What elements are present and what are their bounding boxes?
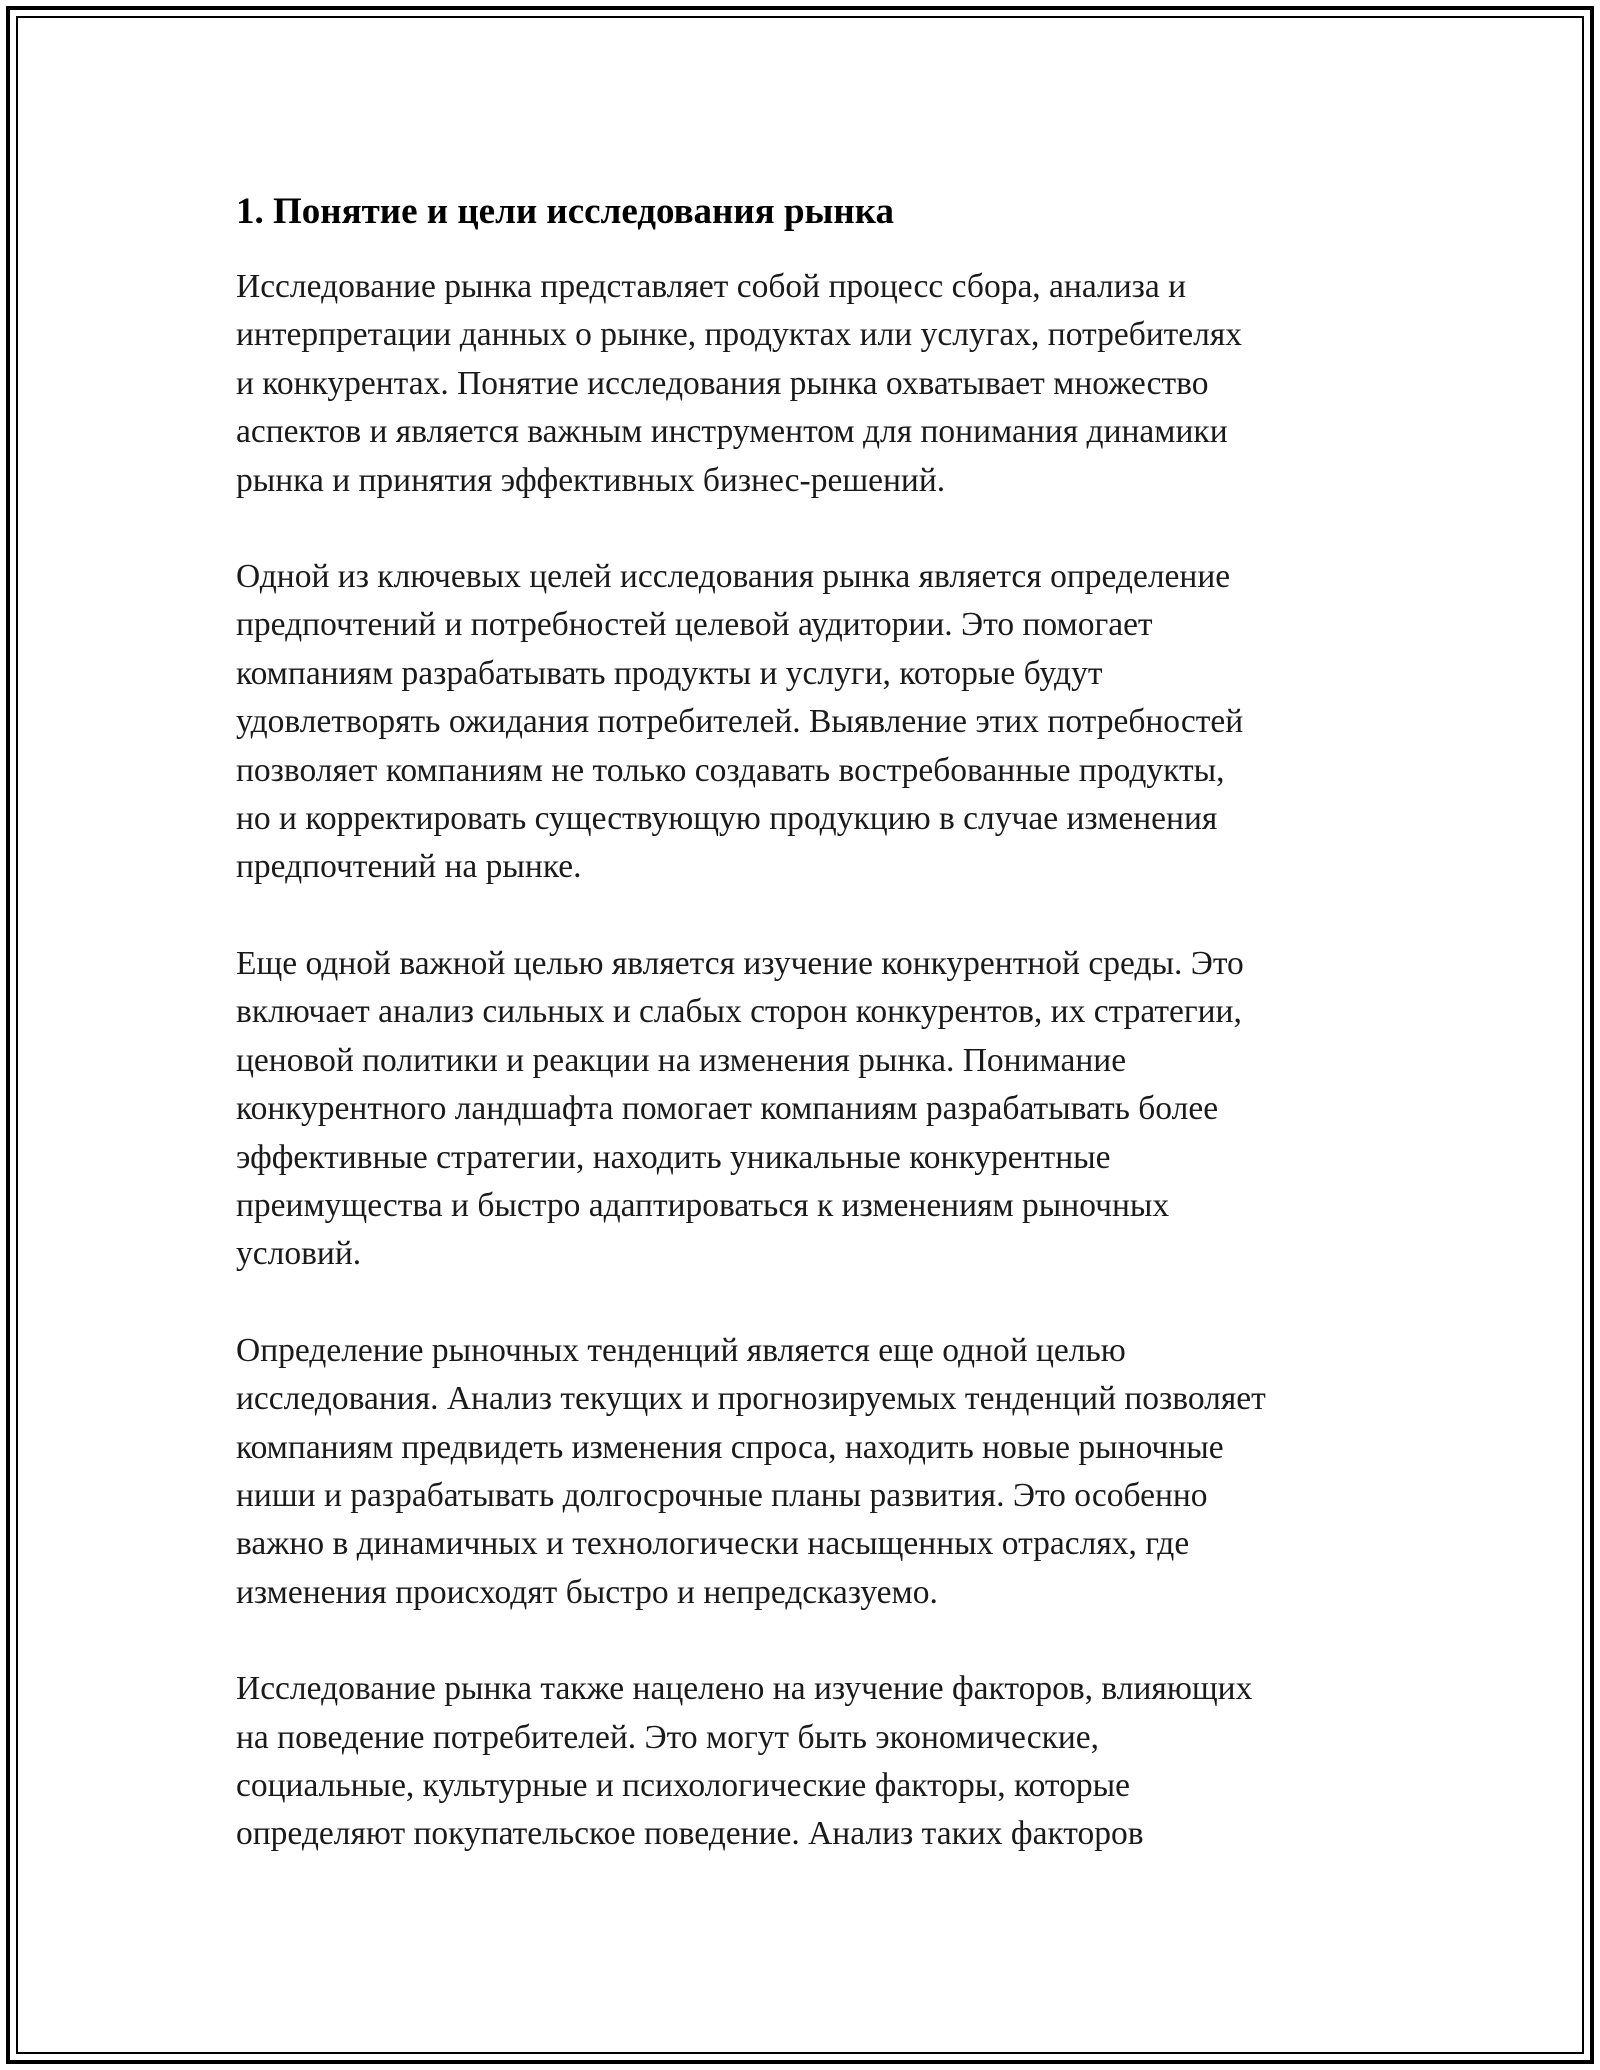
text-line: и конкурентах. Понятие исследования рынка охватывает множество bbox=[236, 364, 1209, 402]
text-line: исследования. Анализ текущих и прогнозируемых тенденций позволяет bbox=[236, 1380, 1266, 1418]
text-line: предпочтений на рынке. bbox=[236, 848, 582, 886]
paragraph-audience-needs bbox=[236, 553, 1376, 892]
section-heading: 1. Понятие и цели исследования рынка bbox=[236, 191, 894, 232]
paragraph-definition bbox=[236, 263, 1376, 505]
text-line: ниши и разрабатывать долгосрочные планы развития. Это особенно bbox=[236, 1476, 1208, 1514]
text-line: интерпретации данных о рынке, продуктах или услугах, потребителях bbox=[236, 316, 1243, 354]
paragraph-competition bbox=[236, 940, 1376, 1279]
text-line: преимущества и быстро адаптироваться к изменениям рыночных bbox=[236, 1186, 1170, 1224]
text-line: ценовой политики и реакции на изменения рынка. Понимание bbox=[236, 1041, 1127, 1079]
text-line: определяют покупательское поведение. Анализ таких факторов bbox=[236, 1815, 1144, 1853]
text-line: аспектов и является важным инструментом для понимания динамики bbox=[236, 413, 1228, 451]
text-line: но и корректировать существующую продукцию в случае изменения bbox=[236, 800, 1218, 838]
paragraph-market-trends bbox=[236, 1327, 1376, 1617]
text-line: удовлетворять ожидания потребителей. Выявление этих потребностей bbox=[236, 703, 1244, 741]
text-line: социальные, культурные и психологические факторы, которые bbox=[236, 1766, 1130, 1804]
text-line: компаниям разрабатывать продукты и услуги, которые будут bbox=[236, 654, 1103, 692]
paragraph-consumer-factors bbox=[236, 1665, 1376, 1859]
text-line: рынка и принятия эффективных бизнес-решений. bbox=[236, 461, 946, 499]
text-line: компаниям предвидеть изменения спроса, находить новые рыночные bbox=[236, 1428, 1224, 1466]
text-line: Определение рыночных тенденций является еще одной целью bbox=[236, 1331, 1126, 1369]
text-line: предпочтений и потребностей целевой аудитории. Это помогает bbox=[236, 606, 1153, 644]
text-line: Еще одной важной целью является изучение конкурентной среды. Это bbox=[236, 944, 1244, 982]
text-line: условий. bbox=[236, 1235, 362, 1273]
text-line: Исследование рынка представляет собой процесс сбора, анализа и bbox=[236, 268, 1187, 305]
text-line: позволяет компаниям не только создавать востребованные продукты, bbox=[236, 751, 1225, 789]
document-body bbox=[236, 186, 1376, 1907]
text-line: Исследование рынка также нацелено на изучение факторов, влияющих bbox=[236, 1670, 1253, 1708]
text-line: на поведение потребителей. Это могут быть экономические, bbox=[236, 1718, 1100, 1756]
text-line: включает анализ сильных и слабых сторон конкурентов, их стратегии, bbox=[236, 993, 1242, 1031]
text-line: важно в динамичных и технологически насыщенных отраслях, где bbox=[236, 1525, 1190, 1563]
text-line: изменения происходят быстро и непредсказуемо. bbox=[236, 1573, 938, 1611]
text-line: эффективные стратегии, находить уникальные конкурентные bbox=[236, 1138, 1111, 1176]
text-line: конкурентного ландшафта помогает компаниям разрабатывать более bbox=[236, 1090, 1219, 1128]
text-line: Одной из ключевых целей исследования рынка является определение bbox=[236, 558, 1231, 596]
